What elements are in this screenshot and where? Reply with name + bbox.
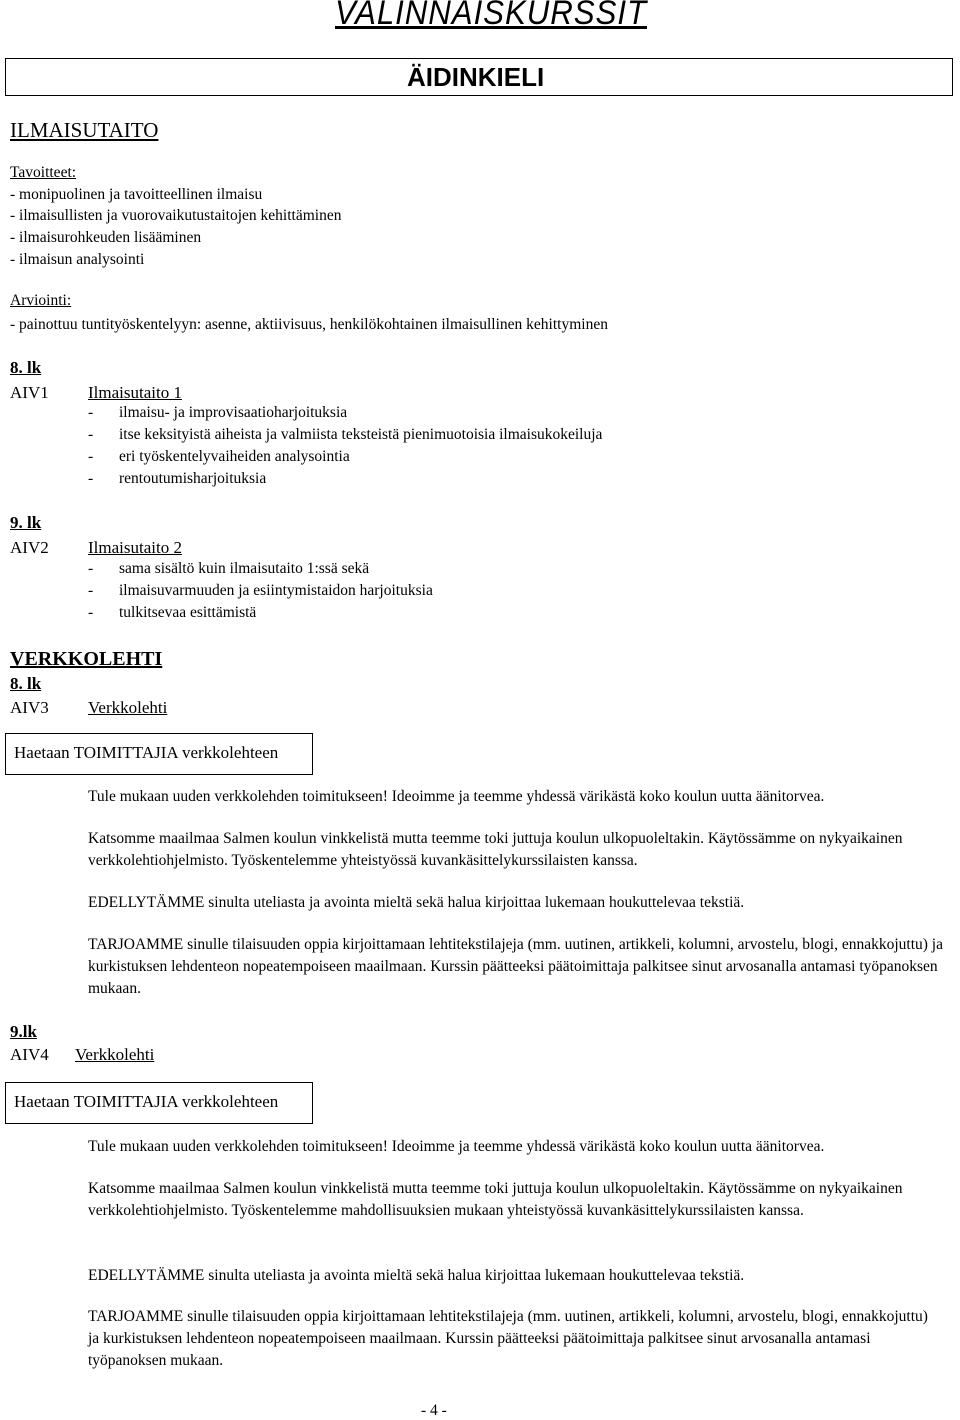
bullet-dash: - <box>88 560 94 577</box>
course-code: AIV4 <box>10 1045 49 1064</box>
paragraph: TARJOAMME sinulle tilaisuuden oppia kirjoittamaan lehtitekstilajeja (mm. uutinen, artikkeli, kolumni, arvostelu, blogi, ennakkojuttu) ja kurkistuksen lehdenteon nopeatempoiseen maailmaan. Kurssin päätteeksi päätoimittaja palkitsee sinut arvosanalla antamasi työpanoksen mukaan. <box>88 1308 928 1369</box>
goal-item: - ilmaisullisten ja vuorovaikutustaitojen kehittäminen <box>10 207 342 224</box>
grade-label: 9.lk <box>10 1022 37 1041</box>
course-item: eri työskentelyvaiheiden analysointia <box>119 448 350 465</box>
goal-item: - monipuolinen ja tavoitteellinen ilmaisu <box>10 186 263 203</box>
subject-title: ÄIDINKIELI <box>407 62 545 92</box>
course-item: itse keksityistä aiheista ja valmiista teksteistä pienimuotoisia ilmaisukokeiluja <box>119 426 603 443</box>
recruitment-box: Haetaan TOIMITTAJIA verkkolehteen <box>5 733 313 775</box>
recruitment-box: Haetaan TOIMITTAJIA verkkolehteen <box>5 1082 313 1124</box>
bullet-dash: - <box>88 604 94 621</box>
course-code: AIV1 <box>10 383 49 402</box>
paragraph: EDELLYTÄMME sinulta uteliasta ja avointa mieltä sekä halua kirjoittaa lukemaan houkuttelevaa tekstiä. <box>88 894 745 911</box>
page-number: - 4 - <box>421 1402 447 1419</box>
section-heading-ilmaisutaito: ILMAISUTAITO <box>10 118 159 142</box>
grade-label: 9. lk <box>10 513 42 532</box>
bullet-dash: - <box>88 470 94 487</box>
course-item: rentoutumisharjoituksia <box>119 470 267 487</box>
course-name: Ilmaisutaito 1 <box>88 383 182 402</box>
paragraph: Katsomme maailmaa Salmen koulun vinkkelistä mutta teemme toki juttuja koulun ulkopuoleltakin. Käytössämme on nykyaikainen verkkolehtiohjelmisto. Työskentelemme mahdollisuuksien mukaan yhteistyössä kuvankäsittelykurssilaisten kanssa. <box>88 1180 903 1219</box>
bullet-dash: - <box>88 582 94 599</box>
document-title: VALINNAISKURSSIT <box>335 0 647 32</box>
goal-item: - ilmaisun analysointi <box>10 251 145 268</box>
course-item: tulkitsevaa esittämistä <box>119 604 257 621</box>
grade-label: 8. lk <box>10 674 42 693</box>
bullet-dash: - <box>88 404 94 421</box>
paragraph: TARJOAMME sinulle tilaisuuden oppia kirjoittamaan lehtitekstilajeja (mm. uutinen, artikkeli, kolumni, arvostelu, blogi, ennakkojuttu) ja kurkistuksen lehdenteon nopeatempoiseen maailmaan. Kurssin päätteeksi päätoimittaja palkitsee sinut arvosanalla antamasi työpanoksen mukaan. <box>88 936 943 997</box>
grade-label: 8. lk <box>10 358 42 377</box>
goals-label: Tavoitteet: <box>10 164 77 181</box>
paragraph: Tule mukaan uuden verkkolehden toimitukseen! Ideoimme ja teemme yhdessä värikästä koko koulun uutta äänitorvea. <box>88 788 825 805</box>
paragraph: Tule mukaan uuden verkkolehden toimitukseen! Ideoimme ja teemme yhdessä värikästä koko koulun uutta äänitorvea. <box>88 1138 825 1155</box>
paragraph: EDELLYTÄMME sinulta uteliasta ja avointa mieltä sekä halua kirjoittaa lukemaan houkuttelevaa tekstiä. <box>88 1267 745 1284</box>
bullet-dash: - <box>88 448 94 465</box>
section-heading-verkkolehti: VERKKOLEHTI <box>10 648 163 670</box>
course-code: AIV3 <box>10 698 49 717</box>
course-code: AIV2 <box>10 538 49 557</box>
course-item: ilmaisu- ja improvisaatioharjoituksia <box>119 404 348 421</box>
paragraph: Katsomme maailmaa Salmen koulun vinkkelistä mutta teemme toki juttuja koulun ulkopuoleltakin. Käytössämme on nykyaikainen verkkolehtiohjelmisto. Työskentelemme yhteistyössä kuvankäsittelykurssilaisten kanssa. <box>88 830 903 869</box>
bullet-dash: - <box>88 426 94 443</box>
course-item: sama sisältö kuin ilmaisutaito 1:ssä sekä <box>119 560 370 577</box>
assessment-label: Arviointi: <box>10 292 72 309</box>
course-item: ilmaisuvarmuuden ja esiintymistaidon harjoituksia <box>119 582 433 599</box>
assessment-text: - painottuu tuntityöskentelyyn: asenne, aktiivisuus, henkilökohtainen ilmaisullinen kehittyminen <box>10 316 608 333</box>
goal-item: - ilmaisurohkeuden lisääminen <box>10 229 202 246</box>
course-name: Verkkolehti <box>88 698 168 717</box>
course-name: Verkkolehti <box>75 1045 155 1064</box>
course-name: Ilmaisutaito 2 <box>88 538 182 557</box>
